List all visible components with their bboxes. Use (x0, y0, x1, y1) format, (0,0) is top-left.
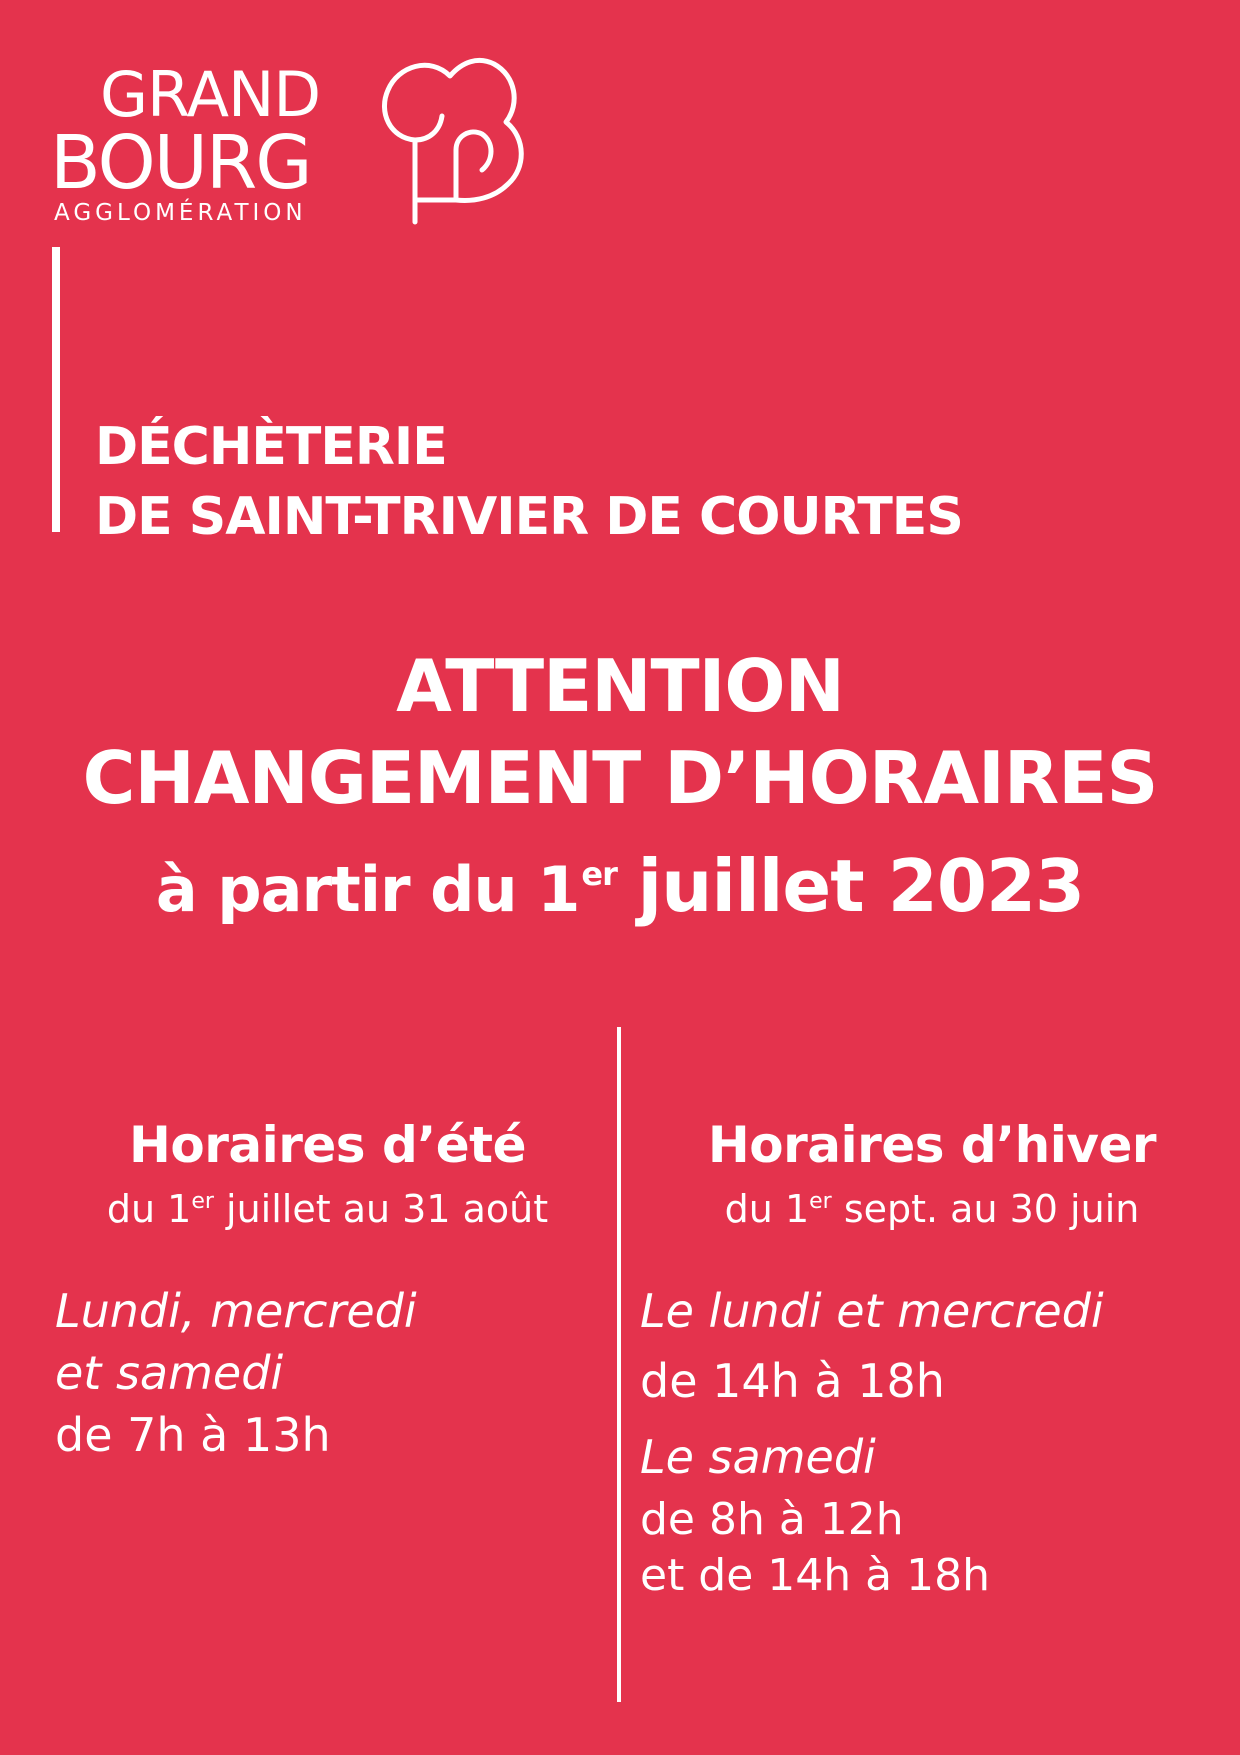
winter-block2-hours-line2: et de 14h à 18h (640, 1550, 990, 1601)
summer-schedule (55, 1280, 417, 1466)
logo-agglomeration-text: AGGLOMÉRATION (54, 200, 307, 226)
notice-date-prefix: à partir du 1 (155, 853, 580, 926)
notice-date-sup: er (581, 855, 617, 893)
winter-range-prefix: du 1 (724, 1187, 810, 1231)
winter-block1-days: Le lundi et mercredi (640, 1284, 1104, 1338)
winter-schedule (640, 1280, 1104, 1604)
notice-date-suffix: juillet 2023 (637, 844, 1085, 928)
heart-tree-icon (370, 50, 530, 230)
winter-range-suffix: sept. au 30 juin (843, 1187, 1140, 1231)
notice-heading: ATTENTION (396, 644, 844, 728)
winter-block2-hours-line1: de 8h à 12h (640, 1494, 904, 1545)
winter-range-sup: er (809, 1189, 832, 1214)
summer-range-prefix: du 1 (106, 1187, 192, 1231)
winter-hours-header (637, 1112, 1227, 1233)
summer-days-line2: et samedi (55, 1346, 284, 1400)
notice-effective-date (0, 824, 1240, 940)
winter-block2-days: Le samedi (640, 1430, 876, 1484)
title-accent-bar (52, 247, 60, 532)
facility-title-line2: DE SAINT-TRIVIER DE COURTES (95, 487, 963, 547)
facility-title (95, 412, 963, 552)
summer-hours: de 7h à 13h (55, 1408, 331, 1462)
winter-block1-hours: de 14h à 18h (640, 1354, 945, 1408)
summer-range-sup: er (191, 1189, 214, 1214)
logo-bourg-text: BOURG (50, 120, 311, 206)
logo-grand-text: GRAND (100, 58, 321, 131)
summer-hours-title: Horaires d’été (129, 1116, 526, 1174)
summer-range-suffix: juillet au 31 août (226, 1187, 549, 1231)
change-notice (0, 640, 1240, 940)
summer-date-range (50, 1178, 605, 1233)
summer-days-line1: Lundi, mercredi (55, 1284, 417, 1338)
notice-subheading: CHANGEMENT D’HORAIRES (82, 736, 1158, 820)
logo (50, 50, 530, 235)
column-divider (617, 1027, 621, 1702)
summer-hours-header (50, 1112, 605, 1233)
winter-hours-title: Horaires d’hiver (707, 1116, 1157, 1174)
winter-date-range (637, 1178, 1227, 1233)
facility-title-line1: DÉCHÈTERIE (95, 417, 447, 477)
